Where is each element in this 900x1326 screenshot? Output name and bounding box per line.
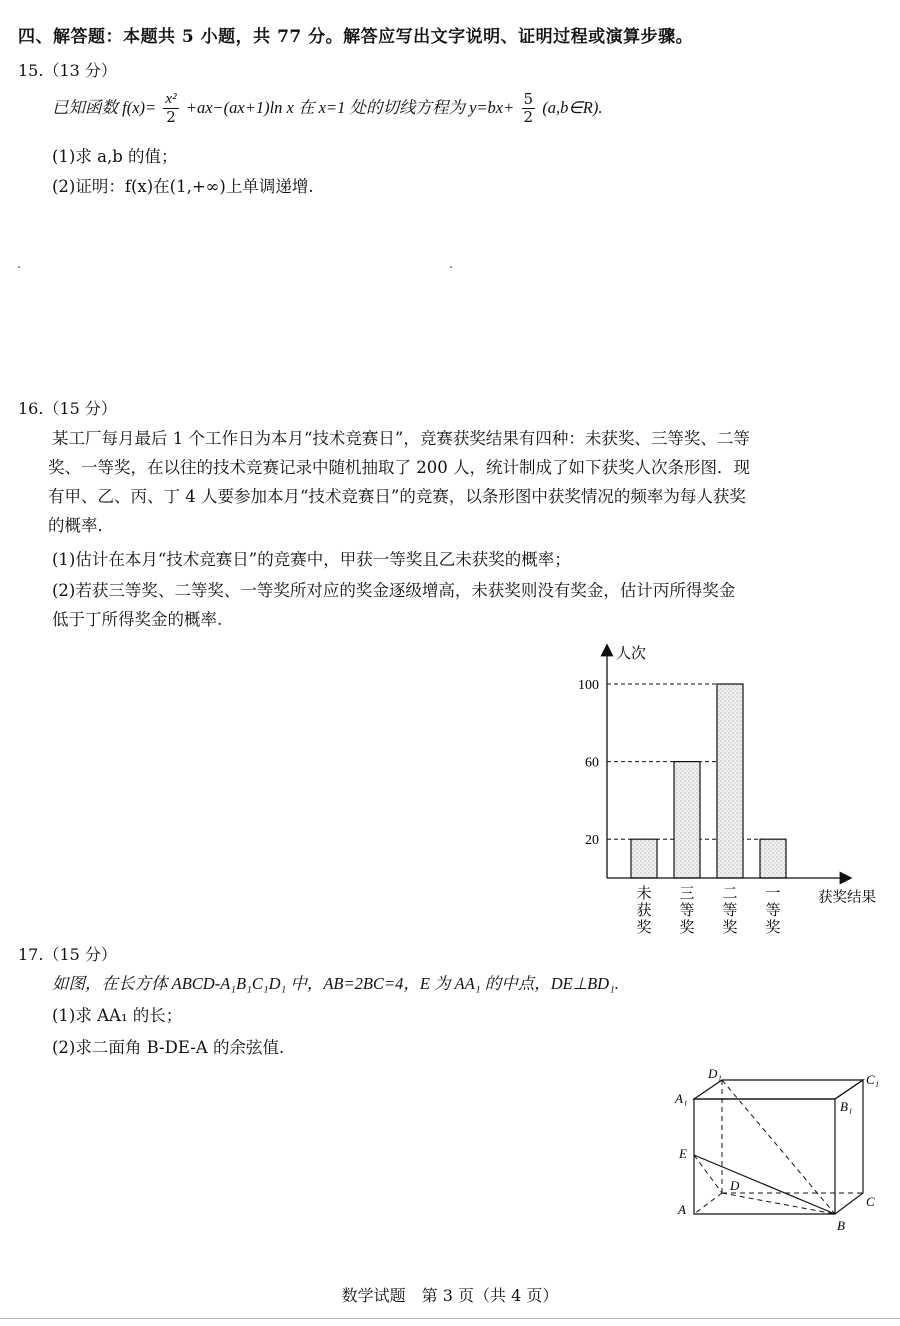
q16-stem-line: 有甲、乙、丙、丁 4 人要参加本月“技术竞赛日”的竞赛，以条形图中获奖情况的频率为每人获奖 (48, 487, 746, 506)
category-label-char: 二 (722, 886, 738, 902)
category-label-char: 等 (765, 903, 781, 919)
q15-frac2-num: 5 (523, 90, 534, 108)
bar-3 (717, 684, 743, 878)
y-axis-label: 人次 (616, 646, 647, 662)
q16-stem (48, 424, 892, 540)
q17-number: 17.（15 分） (18, 945, 117, 964)
bar-2 (674, 762, 700, 878)
q16-stem-line: 某工厂每月最后 1 个工作日为本月“技术竞赛日”，竞赛获奖结果有四种：未获奖、三等奖、二等 (52, 429, 750, 448)
q15-number: 15.（13 分） (18, 61, 117, 80)
q15-fraction-1 (163, 92, 178, 125)
category-label-char: 奖 (636, 920, 652, 936)
q15-stem-suffix: (a,b∈R). (542, 98, 603, 117)
bottom-rule (0, 1318, 900, 1319)
label-D: D (730, 1178, 740, 1193)
q15-part1: (1)求 a,b 的值； (52, 147, 178, 166)
x-axis-label: 获奖结果 (818, 890, 876, 906)
segment-DB (722, 1193, 835, 1214)
category-label-char: 等 (722, 903, 738, 919)
q16-part2 (52, 576, 735, 634)
label-B1: B₁ (840, 1099, 853, 1114)
hidden-edge-AD (694, 1193, 722, 1214)
scan-dot (450, 266, 452, 268)
y-tick-label: 100 (578, 678, 599, 693)
label-E: E (679, 1146, 687, 1161)
label-D1: D₁ (708, 1068, 722, 1081)
bars (631, 684, 786, 878)
q15-part2: (2)证明：f(x)在(1,+∞)上单调递增. (52, 177, 314, 196)
q16-number: 16.（15 分） (18, 399, 117, 418)
category-label-char: 奖 (722, 920, 738, 936)
q16-part1: (1)估计在本月“技术竞赛日”的竞赛中，甲获一等奖且乙未获奖的概率； (52, 550, 571, 569)
q15-stem-mid: +ax−(ax+1)ln x 在 x=1 处的切线方程为 y=bx+ (185, 98, 515, 117)
q16-stem-line: 奖、一等奖，在以往的技术竞赛记录中随机抽取了 200 人，统计制成了如下获奖人次条形图．现 (48, 458, 750, 477)
front-face (694, 1099, 835, 1214)
bar-1 (631, 839, 657, 878)
bar-4 (760, 839, 786, 878)
q17-part1: (1)求 AA₁ 的长； (52, 1006, 183, 1025)
award-bar-chart (560, 640, 895, 940)
q15-frac2-den: 2 (523, 108, 534, 126)
page-footer: 数学试题 第 3 页（共 4 页） (341, 1286, 559, 1305)
q15-frac1-num: x² (165, 91, 177, 107)
q15-frac1-den: 2 (166, 108, 176, 126)
q16-part2-line: 低于丁所得奖金的概率. (52, 610, 223, 629)
category-label-char: 一 (765, 886, 781, 902)
y-tick-label: 20 (585, 833, 599, 849)
label-C1: C₁ (866, 1072, 880, 1087)
category-label-char: 获 (636, 903, 652, 919)
q16-stem-line: 的概率． (48, 516, 114, 535)
y-tick-label: 60 (585, 755, 599, 771)
category-labels (636, 885, 780, 936)
y-ticks (578, 678, 599, 848)
section-title: 四、解答题：本题共 5 小题，共 77 分。解答应写出文字说明、证明过程或演算步骤。 (18, 27, 694, 47)
category-label-char: 奖 (679, 920, 695, 936)
q15-fraction-2 (522, 92, 536, 125)
category-label-char: 奖 (765, 920, 781, 936)
label-A1: A₁ (675, 1091, 688, 1106)
category-label-char: 等 (679, 903, 695, 919)
q15-stem (52, 92, 603, 125)
label-C: C (866, 1194, 875, 1209)
diagonal-D1B (722, 1080, 835, 1214)
q17-part2: (2)求二面角 B-DE-A 的余弦值. (52, 1038, 285, 1057)
label-A: A (678, 1202, 686, 1217)
q17-stem-text: 如图，在长方体 ABCD-A₁B₁C₁D₁ 中，AB=2BC=4，E 为 AA₁ 的中点，DE⊥BD₁. (52, 974, 619, 993)
category-label-char: 未 (636, 886, 652, 902)
q16-part2-line: (2)若获三等奖、二等奖、一等奖所对应的奖金逐级增高，未获奖则没有奖金，估计丙所得奖金 (52, 581, 736, 600)
category-label-char: 三 (679, 886, 695, 902)
top-face (694, 1080, 863, 1099)
scan-dot (18, 266, 20, 268)
q15-stem-prefix: 已知函数 f(x)= (52, 98, 157, 117)
label-B: B (837, 1218, 845, 1233)
q17-stem (52, 973, 619, 995)
cuboid-figure (670, 1068, 885, 1236)
